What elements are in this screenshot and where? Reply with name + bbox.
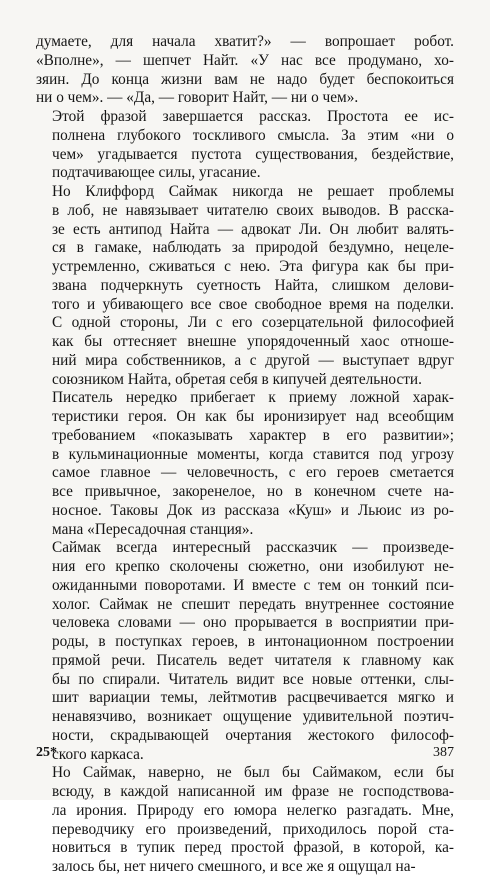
text-line: «Вполне», — шепчет Найт. «У нас все продумано, хо- [36,51,454,69]
text-line: все привычное, закоренелое, но в конечном счете на- [52,483,454,500]
page-footer [36,745,454,765]
text-line: ния его крепко сколочены сюжетно, они изобилуют не- [52,558,454,575]
text-line: Писатель нередко прибегает к приему ложной харак- [52,389,454,407]
text-line: ла ирония. Природу его юмора нелегко разгадать. Мне, [52,801,454,819]
text-line: зяин. До конца жизни вам не надо будет беспокоиться [36,70,454,88]
text-line: зе есть антипод Найта — адвокат Ли. Он любит валять- [52,220,454,238]
page-number: 387 [433,745,454,760]
paragraph [36,108,454,183]
text-line: человека словами — оно прорывается в восприятии при- [52,614,454,632]
paragraph [36,33,454,108]
text-line: прямой речи. Писатель ведет читателя к главному как [52,651,454,669]
signature-mark: 25* [36,745,57,760]
text-line: всюду, в каждой написанной им фразе не господствова- [52,783,454,800]
text-line: в лоб, не навязывает читателю своих выводов. В расска- [52,201,454,219]
text-line: как бы оттесняет внешне упорядоченный хаос отноше- [52,333,454,350]
text-line: ний мира собственников, а с другой — выступает вдруг [52,351,454,369]
text-line: устремленно, сживаться с нею. Эта фигура как бы при- [52,258,454,275]
text-line: ни о чем». — «Да, — говорит Найт, — ни о чем». [36,89,359,107]
text-line: теристики героя. Он как бы иронизирует над всеобщим [52,408,454,425]
text-line: в кульминационные моменты, когда ставится под угрозу [52,445,454,463]
text-line: шит вариации темы, лейтмотив расцвечивается мягко и [52,689,454,707]
text-line: ского каркаса. [52,745,144,763]
text-line: полнена глубокого тоскливого смысла. За этим «ни о [52,126,454,144]
text-line: С одной стороны, Ли с его созерцательной философией [52,314,454,332]
text-line: переводчику его произведений, приходилось порой ста- [52,820,454,838]
text-line: залось бы, нет ничего смешного, и все же я ощущал на- [52,858,416,875]
text-line: холог. Саймак не спешит передать внутреннее состояние [52,595,454,613]
text-line: требованием «показывать характер в его развитии»; [52,426,454,444]
text-line: союзником Найта, обретая себя в кипучей деятельности. [52,370,422,388]
paragraph [36,183,454,389]
text-line: Этой фразой завершается рассказ. Простота ее ис- [52,108,454,125]
text-line: того и убивающего все свое свободное время на поделки. [52,295,454,313]
text-line: подтачивающее силы, угасание. [52,164,261,182]
text-line: Но Клиффорд Саймак никогда не решает проблемы [52,183,454,200]
text-line: самое главное — человечность, с его героев сметается [52,464,454,482]
text-line: ненавязчиво, возникает ощущение удивительной поэтич- [52,708,454,725]
text-line: новиться в тупик перед простой фразой, в которой, ка- [52,839,454,857]
text-line: думаете, для начала хватит?» — вопрошает робот. [36,33,454,50]
text-line: роды, в поступках героев, в интонационном построении [52,633,454,650]
text-line: ся в гамаке, наблюдать за природой бездумно, нецеле- [52,239,454,257]
text-line: ожиданными поворотами. И вместе с тем он тонкий пси- [52,576,454,594]
text-line: чем» угадывается пустота существования, бездействие, [52,145,454,163]
paragraph [36,389,454,539]
text-line: Саймак всегда интересный рассказчик — произведе- [52,539,454,557]
paragraph [36,764,454,877]
text-line: ности, скрадывающей очертания жестокого философ- [52,726,454,744]
text-line: звана подчеркнуть суетность Найта, слишком делови- [52,276,454,294]
text-line: мана «Пересадочная станция». [52,520,254,538]
text-line: носное. Таковы Док из рассказа «Куш» и Льюис из ро- [52,501,454,519]
text-line: Но Саймак, наверно, не был бы Саймаком, если бы [52,764,454,782]
paragraph [36,539,454,764]
text-line: бы по спирали. Читатель видит все новые оттенки, слы- [52,670,454,688]
